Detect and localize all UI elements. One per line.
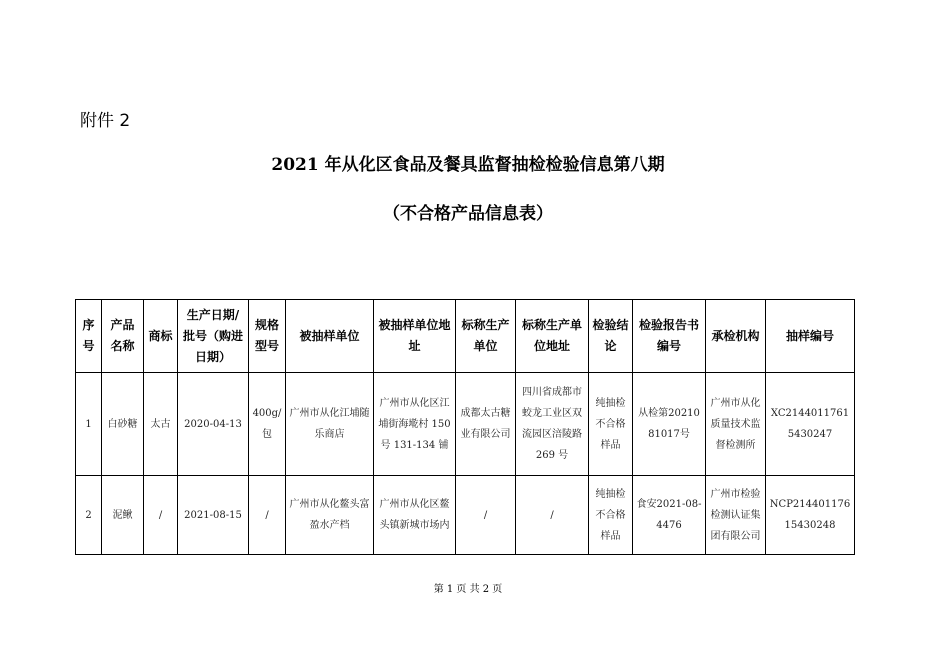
table-cell: 广州市从化区江埔街海墘村 150 号 131-134 铺 (374, 373, 456, 476)
page-footer: 第 1 页 共 2 页 (433, 584, 503, 595)
header-cell: 检验结论 (589, 300, 633, 373)
document-subtitle: （不合格产品信息表） (383, 204, 553, 224)
header-cell: 被抽样单位地址 (374, 300, 456, 373)
table-cell: 成都太古糖业有限公司 (456, 373, 516, 476)
table-cell: 广州市从化江埔随乐商店 (286, 373, 374, 476)
table-cell: 1 (76, 373, 102, 476)
table-cell: 纯抽检不合格样品 (589, 373, 633, 476)
header-cell: 生产日期/批号（购进日期） (178, 300, 249, 373)
header-cell: 标称生产单位 (456, 300, 516, 373)
header-cell: 产品名称 (102, 300, 144, 373)
table-cell: 2 (76, 476, 102, 555)
table-cell: 纯抽检不合格样品 (589, 476, 633, 555)
table-cell: / (456, 476, 516, 555)
table-cell: 广州市从化区鳌头镇新城市场内 (374, 476, 456, 555)
header-cell: 商标 (144, 300, 178, 373)
header-cell: 抽样编号 (766, 300, 855, 373)
table-cell: 广州市从化质量技术监督检测所 (706, 373, 766, 476)
header-cell: 被抽样单位 (286, 300, 374, 373)
header-cell: 检验报告书编号 (633, 300, 706, 373)
header-cell: 承检机构 (706, 300, 766, 373)
table-cell: 四川省成都市蛟龙工业区双流园区涪陵路 269 号 (516, 373, 589, 476)
unqualified-products-table (75, 299, 855, 555)
document-title: 2021 年从化区食品及餐具监督抽检检验信息第八期 (271, 155, 665, 175)
table-cell: NCP21440117615430248 (766, 476, 855, 555)
table-cell: 2020-04-13 (178, 373, 249, 476)
table-cell: 2021-08-15 (178, 476, 249, 555)
table-cell: 泥鳅 (102, 476, 144, 555)
table-cell: / (144, 476, 178, 555)
header-cell: 规格型号 (249, 300, 286, 373)
table-row (76, 476, 855, 555)
table-cell: 广州市检验检测认证集团有限公司 (706, 476, 766, 555)
table-header-row (76, 300, 855, 373)
table-cell: 太古 (144, 373, 178, 476)
attachment-label: 附件 2 (80, 111, 131, 131)
table-cell: 广州市从化鳌头富盈水产档 (286, 476, 374, 555)
table-cell: 白砂糖 (102, 373, 144, 476)
table-cell: 从检第2021081017号 (633, 373, 706, 476)
header-cell: 标称生产单位地址 (516, 300, 589, 373)
table-cell: / (516, 476, 589, 555)
header-cell: 序号 (76, 300, 102, 373)
table-row (76, 373, 855, 476)
table-cell: / (249, 476, 286, 555)
table-cell: XC21440117615430247 (766, 373, 855, 476)
table-cell: 400g/包 (249, 373, 286, 476)
table-cell: 食安2021-08-4476 (633, 476, 706, 555)
